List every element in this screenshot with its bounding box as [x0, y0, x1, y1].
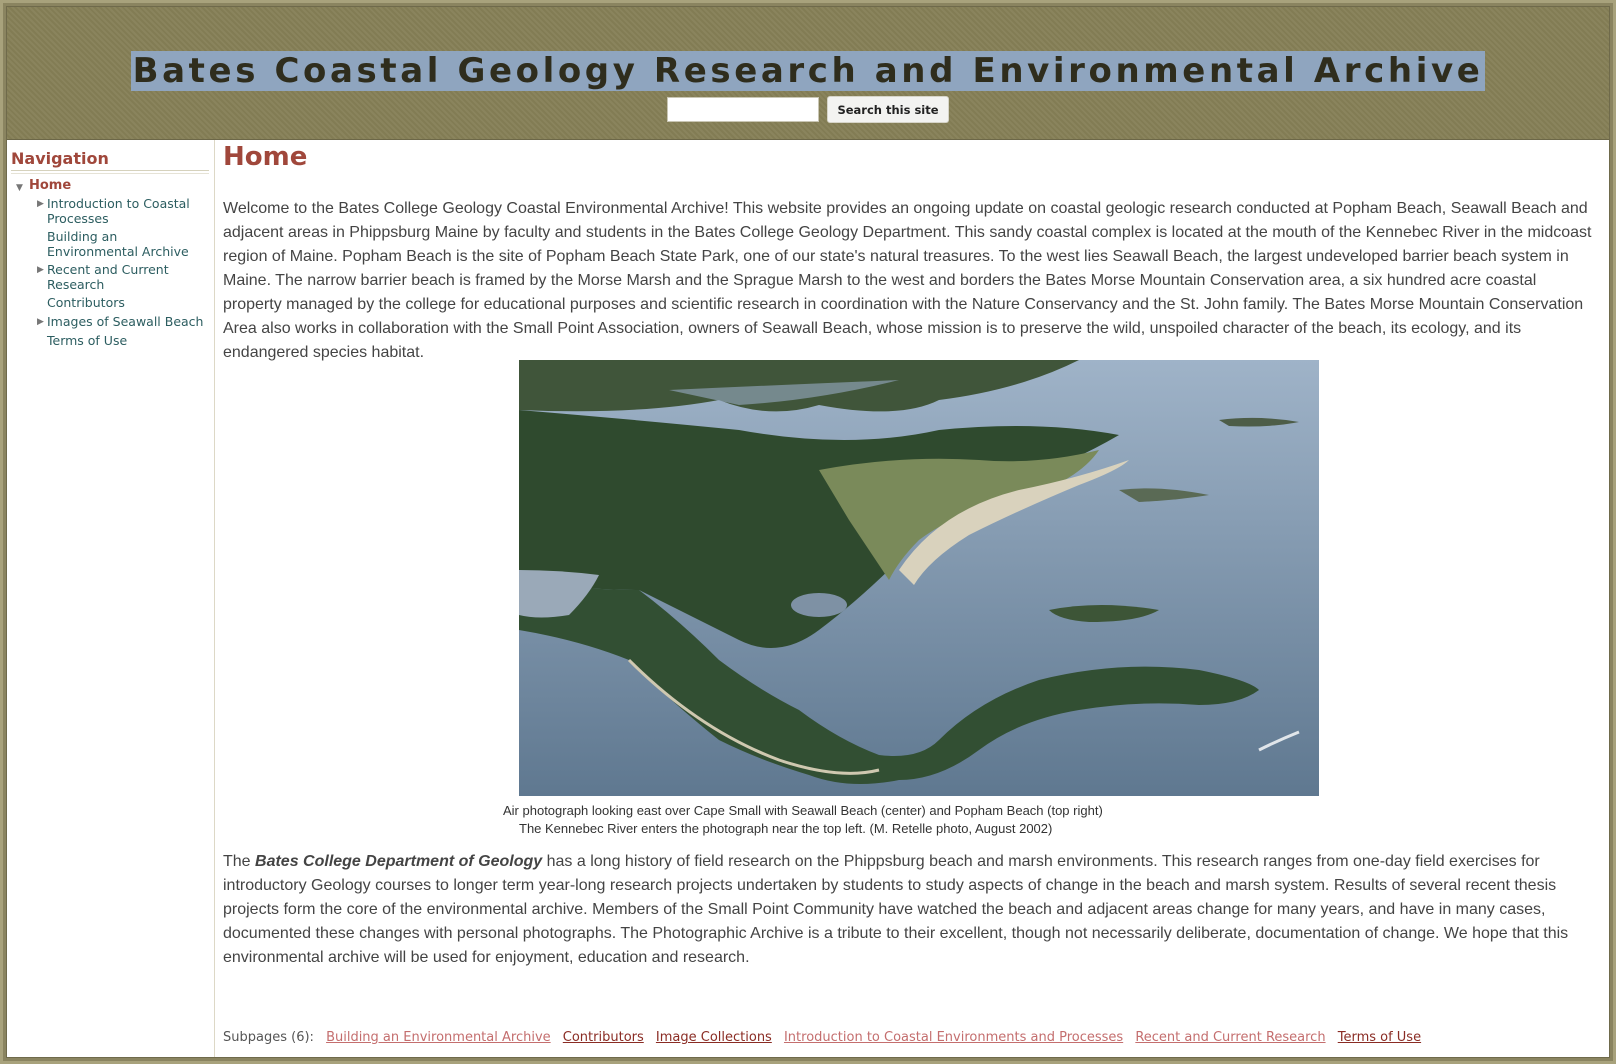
search-input[interactable] [667, 97, 819, 122]
sidebar-item-label[interactable]: Contributors [47, 295, 125, 310]
expanded-triangle-icon[interactable]: ▼ [16, 183, 23, 193]
intro-paragraph: Welcome to the Bates College Geology Coastal Environmental Archive! This website provides an ongoing update on coastal geologic research conducted at Popham Beach, Seawall Beach and adjacent areas in Phippsburg Maine by faculty and students in the Bates College Geology Department. This sandy coastal complex is located at the mouth of the Kennebec River in the midcoast region of Maine. Popham Beach is the site of Popham Beach State Park, one of our state's natural treasures. To the west lies Seawall Beach, the largest undeveloped barrier beach system in Maine. The narrow barrier beach is framed by the Morse Marsh and the Sprague Marsh to the west and borders the Bates Morse Mountain Conservation area, a six hundred acre coastal property managed by the college for educational purposes and scientific research in coordination with the Nature Conservancy and the St. John family. The Bates Morse Mountain Conservation Area also works in collaboration with the Small Point Association, owners of Seawall Beach, whose mission is to preserve the wild, unspoiled character of the beach, its ecology, and its endangered species habitat. [223, 200, 1592, 361]
nav-heading: Navigation [11, 149, 209, 171]
sidebar-item-label[interactable]: Recent and Current Research [47, 262, 169, 292]
subpage-link-intro-coastal[interactable]: Introduction to Coastal Environments and Processes [783, 1030, 1124, 1045]
caption-line-1: Air photograph looking east over Cape Small with Seawall Beach (center) and Popham Beach (top right) [503, 803, 1103, 818]
subpage-link-terms[interactable]: Terms of Use [1337, 1030, 1422, 1045]
search-bar [7, 96, 1609, 123]
content-area [7, 140, 1609, 1057]
collapsed-triangle-icon[interactable]: ▶ [37, 317, 44, 327]
sidebar-item-label[interactable]: Terms of Use [47, 333, 128, 348]
collapsed-triangle-icon[interactable]: ▶ [37, 199, 44, 209]
para-body: has a long history of field research on the Phippsburg beach and marsh environments. This research ranges from one-day field exercises for introductory Geology courses to longer term year-long research projects undertaken by students to study aspects of change in the beach and marsh system. Results of several recent thesis projects form the core of the environmental archive. Members of the Small Point Community have watched the beach and adjacent areas change for many years, and have in many cases, documented these changes with personal photographs. The Photographic Archive is a tribute to their excellent, though not necessarily deliberate, documentation of change. We hope that this environmental archive will be used for enjoyment, education and research. [223, 853, 1569, 966]
sidebar-item-label[interactable]: Introduction to Coastal Processes [47, 196, 190, 226]
para-prefix: The [223, 853, 256, 870]
department-name: Bates College Department of Geology [255, 853, 543, 870]
subpages-list [223, 1030, 1603, 1045]
site-title [7, 51, 1609, 91]
caption-line-2: The Kennebec River enters the photograph near the top left. (M. Retelle photo, August 2002) [519, 821, 1053, 836]
collapsed-triangle-icon[interactable]: ▶ [37, 265, 44, 275]
sidebar-item-intro-coastal[interactable] [37, 196, 207, 226]
sidebar [7, 140, 215, 1057]
sidebar-item-contributors[interactable] [47, 295, 207, 310]
sidebar-item-label[interactable]: Images of Seawall Beach [47, 314, 204, 329]
subpage-link-contributors[interactable]: Contributors [562, 1030, 644, 1045]
page-title: Home [223, 142, 308, 172]
subpages-label: Subpages (6): [223, 1030, 314, 1045]
sidebar-item-label[interactable]: Home [29, 178, 72, 193]
photo-caption [503, 802, 1103, 838]
subpage-link-image-collections[interactable]: Image Collections [655, 1030, 772, 1045]
subpage-link-building-archive[interactable]: Building an Environmental Archive [326, 1030, 551, 1045]
aerial-photo-illustration [519, 360, 1319, 796]
sidebar-item-images-seawall[interactable] [37, 314, 207, 329]
history-paragraph [223, 850, 1595, 970]
sidebar-item-terms[interactable] [47, 333, 207, 348]
search-button[interactable]: Search this site [827, 96, 948, 123]
sidebar-item-building-archive[interactable] [47, 229, 207, 259]
sidebar-item-recent-research[interactable] [37, 262, 207, 292]
aerial-photograph [519, 360, 1319, 796]
site-header [7, 7, 1609, 140]
site-title-text[interactable]: Bates Coastal Geology Research and Environmental Archive [132, 51, 1484, 91]
nav-heading-divider [11, 173, 209, 174]
sidebar-item-label[interactable]: Building an Environmental Archive [47, 229, 189, 259]
subpage-link-recent-research[interactable]: Recent and Current Research [1135, 1030, 1326, 1045]
